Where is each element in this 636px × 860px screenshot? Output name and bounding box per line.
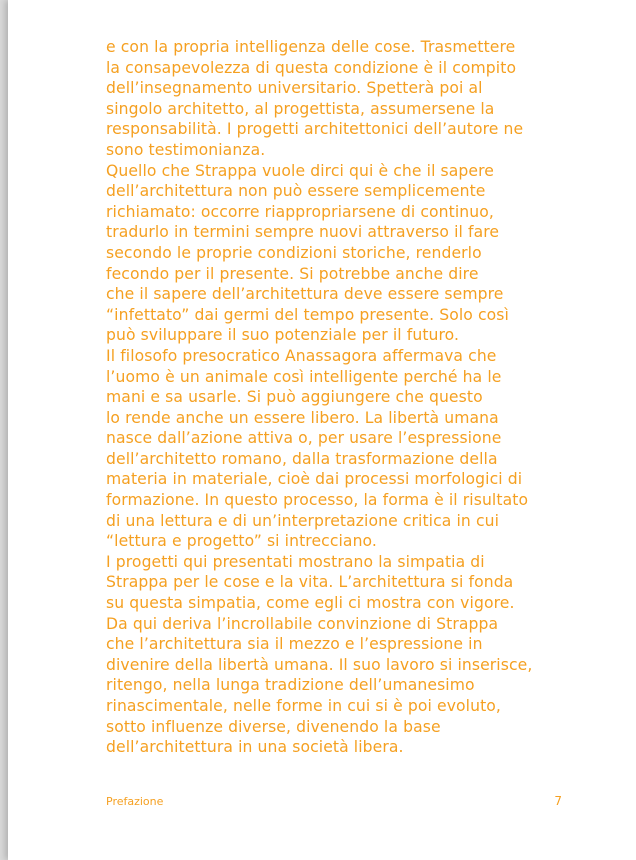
text-line: divenire della libertà umana. Il suo lavoro si inserisce, [106, 655, 533, 674]
text-line: “lettura e progetto” si intrecciano. [106, 532, 377, 551]
text-line: Il filosofo presocratico Anassagora affermava che [106, 346, 497, 365]
text-line: che il sapere dell’architettura deve essere sempre [106, 285, 504, 304]
text-line: formazione. In questo processo, la forma è il risultato [106, 491, 529, 510]
text-line: dell’insegnamento universitario. Spetterà poi al [106, 79, 483, 98]
text-line: “infettato” dai germi del tempo presente. Solo così [106, 305, 509, 324]
text-line: Quello che Strappa vuole dirci qui è che il sapere [106, 161, 494, 180]
text-line: responsabilità. I progetti architettonici dell’autore ne [106, 120, 524, 139]
text-line: su questa simpatia, come egli ci mostra con vigore. [106, 594, 515, 613]
text-line: Da qui deriva l’incrollabile convinzione di Strappa [106, 614, 499, 633]
text-line: che l’architettura sia il mezzo e l’espressione in [106, 635, 483, 654]
text-line: nasce dall’azione attiva o, per usare l’espressione [106, 429, 502, 448]
text-line: sono testimonianza. [106, 140, 266, 159]
text-line: I progetti qui presentati mostrano la simpatia di [106, 552, 485, 571]
text-line: singolo architetto, al progettista, assumersene la [106, 99, 495, 118]
text-line: può sviluppare il suo potenziale per il futuro. [106, 326, 460, 345]
text-line: fecondo per il presente. Si potrebbe anche dire [106, 264, 479, 283]
text-line: secondo le proprie condizioni storiche, renderlo [106, 243, 482, 262]
book-page [8, 0, 636, 860]
text-line: l’uomo è un animale così intelligente perché ha le [106, 367, 502, 386]
text-line: lo rende anche un essere libero. La libertà umana [106, 408, 499, 427]
text-line: e con la propria intelligenza delle cose. Trasmettere [106, 38, 516, 56]
text-line: rinascimentale, nelle forme in cui si è poi evoluto, [106, 697, 501, 715]
text-line: sotto influenze diverse, divenendo la base [106, 717, 441, 736]
text-line: dell’architetto romano, dalla trasformazione della [106, 449, 498, 468]
running-footer-label: Prefazione [106, 795, 164, 808]
text-line: materia in materiale, cioè dai processi morfologici di [106, 470, 523, 489]
text-line: richiamato: occorre riappropriarsene di continuo, [106, 202, 494, 221]
text-line: dell’architettura in una società libera. [106, 738, 404, 757]
text-line: la consapevolezza di questa condizione è il compito [106, 58, 517, 77]
text-line: ritengo, nella lunga tradizione dell’umanesimo [106, 676, 475, 695]
text-line: Strappa per le cose e la vita. L’architettura si fonda [106, 573, 514, 592]
preface-body-text [106, 37, 566, 758]
text-line: tradurlo in termini sempre nuovi attraverso il fare [106, 223, 500, 242]
text-line: mani e sa usarle. Si può aggiungere che questo [106, 388, 483, 407]
text-line: di una lettura e di un’interpretazione critica in cui [106, 511, 500, 530]
page-number: 7 [554, 794, 562, 808]
text-line: dell’architettura non può essere semplicemente [106, 182, 486, 201]
